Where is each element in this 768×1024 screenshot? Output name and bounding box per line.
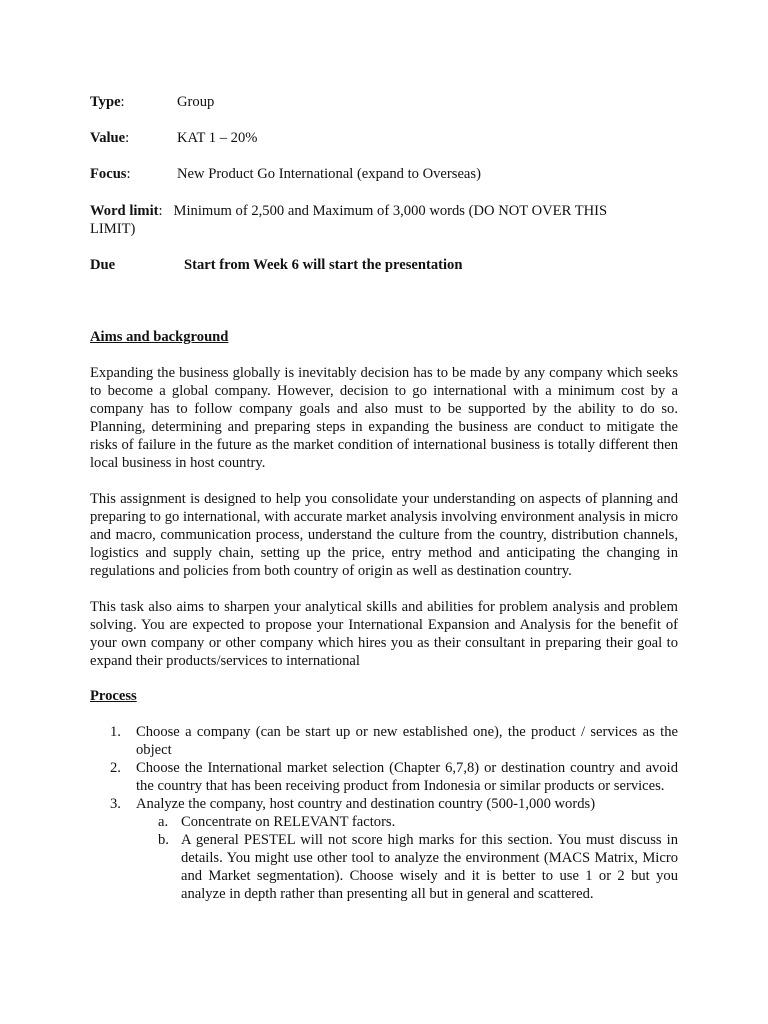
aims-heading: Aims and background [90,329,229,345]
due-row [90,256,690,274]
process-list [90,723,678,903]
due-value: Start from Week 6 will start the presentation [184,257,463,273]
type-value: Group [177,94,215,110]
sublist-item [136,831,678,903]
sublist-item-letter: b. [158,832,169,848]
value-row: Value: KAT 1 – 20% [90,130,258,146]
list-item [90,723,678,759]
value-label: Value [90,130,126,146]
type-row: Type: Group [90,94,215,110]
list-item [90,795,678,903]
aims-paragraph-3: This task also aims to sharpen your analytical skills and abilities for problem analysis and problem solving. You are expected to propose your International Expansion and Analysis for the benefit of your own company or other company which hires you as their consultant in preparing their goal to expand their products/services to international [90,599,678,669]
word-limit-label: Word limit [90,203,159,219]
focus-row: Focus: New Product Go International (expand to Overseas) [90,166,481,182]
sublist-item-letter: a. [158,814,169,830]
sublist-item [136,813,678,831]
sublist-item-text: Concentrate on RELEVANT factors. [181,814,396,830]
word-limit-row: Word limit: Minimum of 2,500 and Maximum of 3,000 words (DO NOT OVER THIS LIMIT) [90,202,690,238]
list-item-number: 2. [110,760,121,776]
sublist-item-text: A general PESTEL will not score high marks for this section. You must discuss in details. You might use other tool to analyze the environment (MACS Matrix, Micro and Market segmentation). Choose wisely and it is better to use 1 or 2 but you analyze in depth rather than presenting all but in general and scattered. [181,832,678,902]
word-limit-value: Minimum of 2,500 and Maximum of 3,000 words (DO NOT OVER THIS [173,203,608,219]
value-value: KAT 1 – 20% [177,130,258,146]
process-heading: Process [90,688,137,704]
process-sublist [136,813,678,903]
list-item-text: Analyze the company, host country and destination country (500-1,000 words) [136,796,596,812]
due-label: Due [90,257,116,273]
aims-paragraph-2: This assignment is designed to help you consolidate your understanding on aspects of planning and preparing to go international, with accurate market analysis involving environment analysis in micro and macro, communication process, understand the culture from the country, distribution channels, logistics and supply chain, setting up the price, entry method and anticipating the changing in regulations and policies from both country of origin as well as destination country. [90,491,678,579]
aims-paragraph-1: Expanding the business globally is inevitably decision has to be made by any company which seeks to become a global company. However, decision to go international with a minimum cost by a company has to follow company goals and also must to be supported by the ability to do so. Planning, determining and preparing steps in expanding the business are conduct to mitigate the risks of failure in the future as the market condition of international business is totally different then local business in host country. [90,365,678,471]
focus-value: New Product Go International (expand to Overseas) [177,166,481,182]
list-item-text: Choose the International market selection (Chapter 6,7,8) or destination country and avoid the country that has been receiving product from Indonesia or similar products or services. [136,760,678,794]
word-limit-value-cont: LIMIT) [90,221,136,237]
focus-label: Focus [90,166,127,182]
list-item-number: 1. [110,724,121,740]
type-label: Type [90,94,121,110]
list-item [90,759,678,795]
list-item-text: Choose a company (can be start up or new established one), the product / services as the object [136,724,678,758]
list-item-number: 3. [110,796,121,812]
